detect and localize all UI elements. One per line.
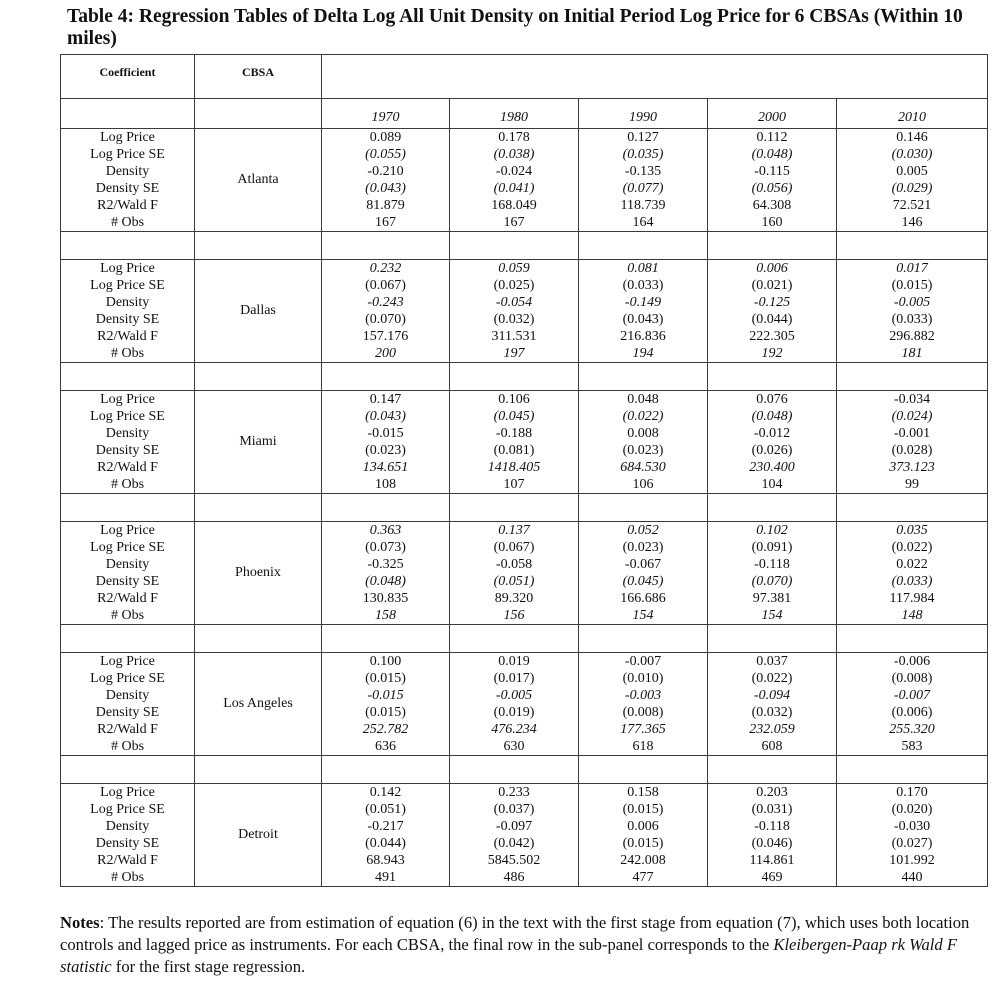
spacer-cell — [708, 625, 837, 653]
spacer-cell — [579, 756, 708, 784]
table-cell: 108 — [322, 476, 450, 494]
table-cell: (0.031) — [708, 801, 837, 818]
table-cell: (0.023) — [322, 442, 450, 459]
table-cell: 440 — [837, 869, 988, 887]
table-cell: (0.008) — [579, 704, 708, 721]
table-cell: (0.022) — [579, 408, 708, 425]
table-cell: 0.076 — [708, 391, 837, 409]
table-cell: (0.067) — [322, 277, 450, 294]
notes-text-2: for the first stage regression. — [111, 957, 306, 976]
table-cell: (0.022) — [708, 670, 837, 687]
table-cell: -0.094 — [708, 687, 837, 704]
table-cell: 200 — [322, 345, 450, 363]
row-label: Log Price — [61, 391, 195, 409]
table-cell: 0.019 — [450, 653, 579, 671]
table-cell: -0.243 — [322, 294, 450, 311]
spacer-cell — [708, 756, 837, 784]
table-cell: -0.115 — [708, 163, 837, 180]
table-cell: (0.051) — [450, 573, 579, 590]
table-cell: (0.048) — [322, 573, 450, 590]
table-cell: (0.032) — [450, 311, 579, 328]
row-label: Log Price — [61, 653, 195, 671]
row-label: Log Price SE — [61, 801, 195, 818]
table-cell: (0.015) — [579, 801, 708, 818]
table-cell: 0.100 — [322, 653, 450, 671]
table-cell: 296.882 — [837, 328, 988, 345]
row-label: Log Price — [61, 784, 195, 802]
table-cell: 81.879 — [322, 197, 450, 214]
table-cell: (0.048) — [708, 408, 837, 425]
table-cell: 5845.502 — [450, 852, 579, 869]
coefficient-header: Coefficient — [61, 55, 195, 99]
table-cell: 0.089 — [322, 129, 450, 147]
table-cell: (0.077) — [579, 180, 708, 197]
table-cell: 222.305 — [708, 328, 837, 345]
table-cell: 469 — [708, 869, 837, 887]
table-cell: 0.203 — [708, 784, 837, 802]
row-label: Density SE — [61, 835, 195, 852]
year-2010: 2010 — [837, 99, 988, 129]
table-cell: -0.034 — [837, 391, 988, 409]
row-label: Density — [61, 818, 195, 835]
table-cell: (0.041) — [450, 180, 579, 197]
panel-spacer-row — [61, 363, 988, 391]
table-cell: (0.020) — [837, 801, 988, 818]
table-cell: 0.037 — [708, 653, 837, 671]
table-cell: (0.027) — [837, 835, 988, 852]
spacer-cell — [322, 232, 450, 260]
table-cell: (0.028) — [837, 442, 988, 459]
spacer-cell — [450, 494, 579, 522]
table-cell: (0.055) — [322, 146, 450, 163]
table-cell: 0.017 — [837, 260, 988, 278]
cbsa-name: Atlanta — [195, 129, 322, 232]
table-cell: 476.234 — [450, 721, 579, 738]
table-cell: (0.044) — [708, 311, 837, 328]
year-1980: 1980 — [450, 99, 579, 129]
table-cell: -0.012 — [708, 425, 837, 442]
table-cell: -0.005 — [837, 294, 988, 311]
year-row — [61, 99, 988, 129]
table-cell: 373.123 — [837, 459, 988, 476]
table-cell: 0.233 — [450, 784, 579, 802]
table-cell: 104 — [708, 476, 837, 494]
table-cell: (0.056) — [708, 180, 837, 197]
table-cell: (0.008) — [837, 670, 988, 687]
table-cell: 117.984 — [837, 590, 988, 607]
panel-spacer-row — [61, 756, 988, 784]
cbsa-name: Dallas — [195, 260, 322, 363]
spacer-cell — [450, 625, 579, 653]
table-cell: (0.067) — [450, 539, 579, 556]
row-label: Log Price — [61, 522, 195, 540]
table-cell: 216.836 — [579, 328, 708, 345]
table-row — [61, 784, 988, 802]
table-cell: (0.073) — [322, 539, 450, 556]
table-cell: (0.010) — [579, 670, 708, 687]
row-label: # Obs — [61, 607, 195, 625]
table-cell: 97.381 — [708, 590, 837, 607]
table-cell: -0.005 — [450, 687, 579, 704]
row-label: # Obs — [61, 476, 195, 494]
row-label: Density SE — [61, 442, 195, 459]
table-cell: 242.008 — [579, 852, 708, 869]
table-cell: 311.531 — [450, 328, 579, 345]
spacer-cell — [195, 756, 322, 784]
table-cell: (0.037) — [450, 801, 579, 818]
table-cell: 0.006 — [708, 260, 837, 278]
table-cell: 0.363 — [322, 522, 450, 540]
table-cell: (0.033) — [837, 311, 988, 328]
table-cell: (0.044) — [322, 835, 450, 852]
table-cell: 72.521 — [837, 197, 988, 214]
table-cell: 68.943 — [322, 852, 450, 869]
table-cell: 0.147 — [322, 391, 450, 409]
spacer-cell — [450, 232, 579, 260]
table-cell: (0.043) — [322, 408, 450, 425]
spacer-cell — [61, 363, 195, 391]
spacer-cell — [579, 494, 708, 522]
row-label: R2/Wald F — [61, 852, 195, 869]
table-cell: -0.030 — [837, 818, 988, 835]
table-cell: 114.861 — [708, 852, 837, 869]
row-label: Density — [61, 556, 195, 573]
spacer-cell — [61, 625, 195, 653]
table-cell: 64.308 — [708, 197, 837, 214]
table-cell: (0.048) — [708, 146, 837, 163]
panel-spacer-row — [61, 494, 988, 522]
table-cell: -0.015 — [322, 425, 450, 442]
notes-text-1: : The results reported are from estimation of equation (6) in the text with the first stage from equation (7), which uses both location controls and lagged price as instruments. For each CBSA, the final row in the sub-panel corresponds to the — [60, 913, 970, 954]
row-label: Log Price SE — [61, 277, 195, 294]
table-cell: (0.030) — [837, 146, 988, 163]
table-cell: 0.127 — [579, 129, 708, 147]
header-row — [61, 55, 988, 99]
table-cell: -0.003 — [579, 687, 708, 704]
table-row — [61, 391, 988, 409]
table-cell: 118.739 — [579, 197, 708, 214]
table-cell: -0.024 — [450, 163, 579, 180]
table-cell: 168.049 — [450, 197, 579, 214]
table-cell: 0.146 — [837, 129, 988, 147]
table-cell: 156 — [450, 607, 579, 625]
table-cell: (0.045) — [579, 573, 708, 590]
table-row — [61, 522, 988, 540]
row-label: Density SE — [61, 180, 195, 197]
table-cell: 157.176 — [322, 328, 450, 345]
row-label: Log Price — [61, 260, 195, 278]
table-cell: 194 — [579, 345, 708, 363]
table-cell: 89.320 — [450, 590, 579, 607]
table-cell: (0.070) — [708, 573, 837, 590]
table-cell: -0.135 — [579, 163, 708, 180]
table-cell: 0.081 — [579, 260, 708, 278]
row-label: R2/Wald F — [61, 459, 195, 476]
table-cell: -0.188 — [450, 425, 579, 442]
spacer-cell — [195, 232, 322, 260]
row-label: Log Price — [61, 129, 195, 147]
spacer-cell — [579, 232, 708, 260]
table-cell: 134.651 — [322, 459, 450, 476]
table-cell: (0.015) — [322, 670, 450, 687]
table-cell: 148 — [837, 607, 988, 625]
table-cell: -0.210 — [322, 163, 450, 180]
spacer-cell — [708, 363, 837, 391]
notes-italic: Kleibergen-Paap rk Wald F statistic — [60, 935, 957, 976]
table-notes — [60, 912, 988, 978]
row-label: R2/Wald F — [61, 328, 195, 345]
table-cell: -0.217 — [322, 818, 450, 835]
cbsa-name: Detroit — [195, 784, 322, 887]
table-cell: (0.042) — [450, 835, 579, 852]
table-cell: 99 — [837, 476, 988, 494]
header-blank — [322, 55, 988, 99]
table-cell: 192 — [708, 345, 837, 363]
table-cell: 0.112 — [708, 129, 837, 147]
table-cell: (0.019) — [450, 704, 579, 721]
table-cell: 0.008 — [579, 425, 708, 442]
table-cell: -0.001 — [837, 425, 988, 442]
table-cell: (0.043) — [322, 180, 450, 197]
spacer-cell — [322, 756, 450, 784]
table-cell: (0.025) — [450, 277, 579, 294]
table-cell: -0.118 — [708, 556, 837, 573]
year-2000: 2000 — [708, 99, 837, 129]
spacer-cell — [837, 232, 988, 260]
table-cell: (0.023) — [579, 539, 708, 556]
table-cell: 230.400 — [708, 459, 837, 476]
table-cell: 0.137 — [450, 522, 579, 540]
table-cell: 0.059 — [450, 260, 579, 278]
row-label: Density SE — [61, 311, 195, 328]
table-cell: (0.045) — [450, 408, 579, 425]
year-1970: 1970 — [322, 99, 450, 129]
table-cell: 181 — [837, 345, 988, 363]
table-cell: -0.007 — [837, 687, 988, 704]
table-cell: 0.006 — [579, 818, 708, 835]
year-row-blank — [195, 99, 322, 129]
spacer-cell — [322, 494, 450, 522]
table-cell: 0.005 — [837, 163, 988, 180]
cbsa-name: Phoenix — [195, 522, 322, 625]
table-cell: (0.022) — [837, 539, 988, 556]
table-cell: 0.052 — [579, 522, 708, 540]
row-label: Log Price SE — [61, 408, 195, 425]
spacer-cell — [708, 494, 837, 522]
table-cell: 177.365 — [579, 721, 708, 738]
table-cell: 1418.405 — [450, 459, 579, 476]
table-cell: -0.007 — [579, 653, 708, 671]
table-cell: (0.038) — [450, 146, 579, 163]
table-cell: 107 — [450, 476, 579, 494]
table-cell: (0.006) — [837, 704, 988, 721]
table-row — [61, 260, 988, 278]
spacer-cell — [837, 756, 988, 784]
row-label: Density — [61, 687, 195, 704]
table-cell: 167 — [450, 214, 579, 232]
table-cell: (0.017) — [450, 670, 579, 687]
table-cell: 618 — [579, 738, 708, 756]
table-cell: 0.022 — [837, 556, 988, 573]
table-cell: (0.021) — [708, 277, 837, 294]
table-cell: 0.170 — [837, 784, 988, 802]
table-cell: 636 — [322, 738, 450, 756]
row-label: Density — [61, 294, 195, 311]
row-label: # Obs — [61, 869, 195, 887]
spacer-cell — [450, 363, 579, 391]
table-cell: -0.067 — [579, 556, 708, 573]
table-cell: (0.015) — [322, 704, 450, 721]
table-cell: 608 — [708, 738, 837, 756]
table-cell: (0.029) — [837, 180, 988, 197]
table-cell: (0.035) — [579, 146, 708, 163]
table-cell: (0.081) — [450, 442, 579, 459]
panel-spacer-row — [61, 232, 988, 260]
table-cell: -0.058 — [450, 556, 579, 573]
table-cell: (0.033) — [837, 573, 988, 590]
cbsa-header: CBSA — [195, 55, 322, 99]
spacer-cell — [195, 494, 322, 522]
spacer-cell — [837, 625, 988, 653]
spacer-cell — [61, 232, 195, 260]
row-label: Log Price SE — [61, 146, 195, 163]
table-cell: 630 — [450, 738, 579, 756]
row-label: Log Price SE — [61, 670, 195, 687]
table-cell: (0.070) — [322, 311, 450, 328]
table-cell: (0.026) — [708, 442, 837, 459]
table-cell: 101.992 — [837, 852, 988, 869]
spacer-cell — [322, 625, 450, 653]
spacer-cell — [579, 625, 708, 653]
table-cell: 164 — [579, 214, 708, 232]
table-cell: 166.686 — [579, 590, 708, 607]
table-cell: (0.015) — [579, 835, 708, 852]
table-cell: 106 — [579, 476, 708, 494]
table-cell: (0.023) — [579, 442, 708, 459]
spacer-cell — [322, 363, 450, 391]
table-cell: -0.118 — [708, 818, 837, 835]
table-row — [61, 129, 988, 147]
table-cell: 486 — [450, 869, 579, 887]
table-cell: 583 — [837, 738, 988, 756]
spacer-cell — [195, 363, 322, 391]
table-cell: (0.033) — [579, 277, 708, 294]
year-1990: 1990 — [579, 99, 708, 129]
notes-label: Notes — [60, 913, 100, 932]
table-cell: 252.782 — [322, 721, 450, 738]
row-label: # Obs — [61, 738, 195, 756]
spacer-cell — [195, 625, 322, 653]
table-cell: -0.006 — [837, 653, 988, 671]
table-cell: -0.097 — [450, 818, 579, 835]
table-cell: 0.178 — [450, 129, 579, 147]
spacer-cell — [579, 363, 708, 391]
table-cell: 255.320 — [837, 721, 988, 738]
table-cell: (0.043) — [579, 311, 708, 328]
table-cell: 146 — [837, 214, 988, 232]
table-cell: (0.051) — [322, 801, 450, 818]
table-cell: 154 — [579, 607, 708, 625]
spacer-cell — [708, 232, 837, 260]
row-label: R2/Wald F — [61, 197, 195, 214]
cbsa-name: Miami — [195, 391, 322, 494]
row-label: # Obs — [61, 345, 195, 363]
table-cell: 0.102 — [708, 522, 837, 540]
table-cell: (0.046) — [708, 835, 837, 852]
row-label: Density — [61, 425, 195, 442]
spacer-cell — [450, 756, 579, 784]
table-cell: 167 — [322, 214, 450, 232]
row-label: R2/Wald F — [61, 590, 195, 607]
panel-spacer-row — [61, 625, 988, 653]
table-cell: 0.035 — [837, 522, 988, 540]
table-cell: -0.015 — [322, 687, 450, 704]
cbsa-name: Los Angeles — [195, 653, 322, 756]
spacer-cell — [837, 494, 988, 522]
table-cell: 0.106 — [450, 391, 579, 409]
table-cell: 491 — [322, 869, 450, 887]
table-cell: -0.325 — [322, 556, 450, 573]
spacer-cell — [61, 756, 195, 784]
row-label: Log Price SE — [61, 539, 195, 556]
row-label: Density — [61, 163, 195, 180]
table-cell: 0.048 — [579, 391, 708, 409]
spacer-cell — [837, 363, 988, 391]
year-row-blank — [61, 99, 195, 129]
row-label: # Obs — [61, 214, 195, 232]
table-cell: 160 — [708, 214, 837, 232]
table-cell: 232.059 — [708, 721, 837, 738]
table-cell: (0.024) — [837, 408, 988, 425]
table-cell: -0.054 — [450, 294, 579, 311]
table-row — [61, 653, 988, 671]
table-cell: 0.158 — [579, 784, 708, 802]
table-cell: (0.032) — [708, 704, 837, 721]
row-label: Density SE — [61, 704, 195, 721]
table-cell: 130.835 — [322, 590, 450, 607]
spacer-cell — [61, 494, 195, 522]
table-cell: 0.142 — [322, 784, 450, 802]
table-cell: 158 — [322, 607, 450, 625]
table-cell: 197 — [450, 345, 579, 363]
table-cell: 684.530 — [579, 459, 708, 476]
table-cell: (0.015) — [837, 277, 988, 294]
table-cell: -0.149 — [579, 294, 708, 311]
table-cell: -0.125 — [708, 294, 837, 311]
table-title: Table 4: Regression Tables of Delta Log All Unit Density on Initial Period Log Price for 6 CBSAs (Within 10 miles) — [67, 6, 963, 49]
row-label: Density SE — [61, 573, 195, 590]
table-cell: 477 — [579, 869, 708, 887]
table-cell: 0.232 — [322, 260, 450, 278]
regression-table — [60, 54, 988, 887]
row-label: R2/Wald F — [61, 721, 195, 738]
table-cell: (0.091) — [708, 539, 837, 556]
table-cell: 154 — [708, 607, 837, 625]
